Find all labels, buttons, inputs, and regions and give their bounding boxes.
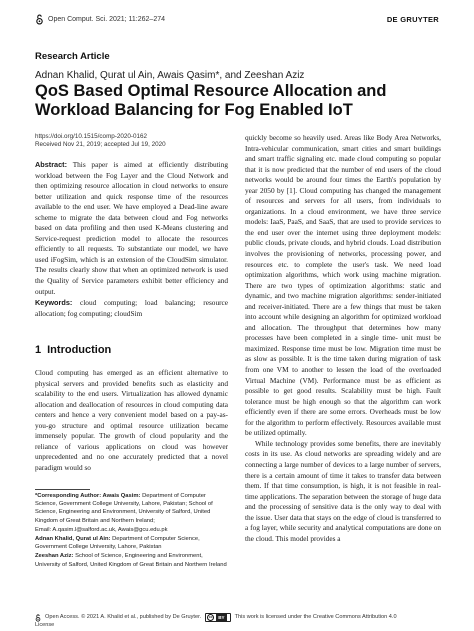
author-footnote xyxy=(35,492,228,570)
right-column-body xyxy=(245,133,441,544)
author-list: Adnan Khalid, Qurat ul Ain, Awais Qasim*, and Zeeshan Aziz xyxy=(35,70,305,81)
corresponding-author: *Corresponding Author: Awais Qasim: Department of Computer Science, Government College University, Lahore, Pakistan; School of Science, Engineering and Environment, University of Salford, United Kingdom of Great Britain and Northern Ireland; xyxy=(35,493,213,524)
license-notice-end: License xyxy=(35,622,55,628)
keywords-text: cloud computing; load balancing; resource allocation; fog computing; cloudSim xyxy=(35,298,228,318)
keywords-label: Keywords: xyxy=(35,298,73,307)
section-heading xyxy=(35,344,111,356)
keywords xyxy=(35,298,228,319)
introduction-paragraph: Cloud computing has emerged as an efficient alternative to physical servers and provided benefits such as elasticity and scalability to the end users. Virtualization has allowed dynamic allocation and deallocation of resources in cloud computing data centers and hence a very convenient model based on a pay-as-you-go structure and optimal resource utilization became immensely popular. The growth of cloud popularity and the reliance of various applications on cloud was however unprecedented and no one accurately predicted that a novel paradigm would so xyxy=(35,368,228,472)
by-icon: BY xyxy=(218,615,225,620)
footnote-rule xyxy=(35,489,90,490)
journal-reference: Open Comput. Sci. 2021; 11:262–274 xyxy=(48,16,166,23)
section-title: Introduction xyxy=(47,344,112,356)
page-footer xyxy=(35,613,439,629)
cc-icon: cc xyxy=(208,615,213,619)
email-line: Email: A.qasim.l@salford.ac.uk, Awais@gcu.edu.pk xyxy=(35,526,168,533)
abstract-text: This paper is aimed at efficiently distributing workload between the Fog Layer and the Cloud Network and then optimizing resource allocation in cloud networks to ensure better utilization and quick response time of the resources available to the end user. We have employed a Dead-line aware scheme to migrate the data between cloud and Fog networks based on data profiling and then used K-Means clustering and Service-request prediction model to allocate the resources efficiently to all requests. To substantiate our model, we have used iFogSim, which is an extension of the CloudSim simulator. The results clearly show that when an optimized network is used the Quality of Service parameters exhibit better efficiency and output. xyxy=(35,160,228,296)
received-accepted-dates: Received Nov 21, 2019; accepted Jul 19, 2020 xyxy=(35,141,166,149)
section-number: 1 xyxy=(35,344,42,356)
header-left xyxy=(35,14,165,25)
article-type: Research Article xyxy=(35,51,110,62)
copyright-notice: Open Access. © 2021 A. Khalid et al., published by De Gruyter. xyxy=(45,614,202,620)
license-notice: This work is licensed under the Creative Commons Attribution 4.0 xyxy=(234,614,397,620)
cc-by-license-icon[interactable] xyxy=(205,613,230,622)
running-header xyxy=(35,14,439,28)
body-paragraph: While technology provides some benefits, there are inevitably costs in its use. As cloud networks are spreading widely and are connecting a large number of devices to a large number of servers, there is a certain amount of time it takes to transfer data between them. If that time consumption, is high, it is not feasible in real-time applications. The separation between the storage of huge data and the processing of sensitive data is the only way to deal with the issue. User data that stays on the edge of cloud is transferred to a fog layer, while security and analytical computations are done on the cloud. This model provides a xyxy=(245,438,441,543)
affiliation-1: Adnan Khalid, Qurat ul Ain: Department of Computer Science, Government College University, Lahore, Pakistan xyxy=(35,536,200,551)
open-access-icon xyxy=(35,14,44,25)
abstract-label: Abstract: xyxy=(35,160,68,169)
open-access-icon xyxy=(35,614,41,622)
body-paragraph: quickly become so heavily used. Areas like Body Area Networks, Intra-vehicular communication, smart cities and smart buildings and smart traffic signaling etc. made cloud computing so popular that it is now predicted that the number of end users of the cloud networks would be around four times the Earth's population by year 2050 by [1]. Cloud computing has changed the management of resources and servers for all users, from individuals to organizations. In a cloud environment, we have three service models: IaaS, PaaS, and SaaS, that are used to provide services to the end user over the internet using three deployment models: public clouds, private clouds, and hybrid clouds. Load distribution involves the provisioning of networks, processing power, and resources etc. to complete the user's task. We need load optimization algorithms, which work using machine migration. There are two types of optimization algorithms: static and dynamic, and two machine migration algorithms: sender-initiated and receiver-initiated. There are a few things that must be taken into account while designing an algorithm for optimized workload and allocation. The throughput that determines how many processes have been completed in a single time- unit must be maximized. Response time must be low. Migration time must be as slow as possible. It is the time taken during migration of task from one VM to another to lessen the load of the overloaded Virtual Machine (VM). Performance must be as efficient as possible to get good results. Scalability must be high. Fault tolerance must be high enough so that the algorithm can work efficiently even if there are some errors. Overheads must be low for the algorithm to perform effectively. Resources available must be utilized optimally. xyxy=(245,133,441,438)
doi-link[interactable]: https://doi.org/10.1515/comp-2020-0162 xyxy=(35,133,148,140)
abstract xyxy=(35,160,228,297)
paper-title: QoS Based Optimal Resource Allocation and Workload Balancing for Fog Enabled IoT xyxy=(35,82,387,119)
publisher-name: DE GRUYTER xyxy=(386,15,439,24)
article-meta xyxy=(35,133,166,150)
affiliation-2: Zeeshan Aziz: School of Science, Engineering and Environment, University of Salford, United Kingdom of Great Britain and Northern Ireland xyxy=(35,553,227,568)
